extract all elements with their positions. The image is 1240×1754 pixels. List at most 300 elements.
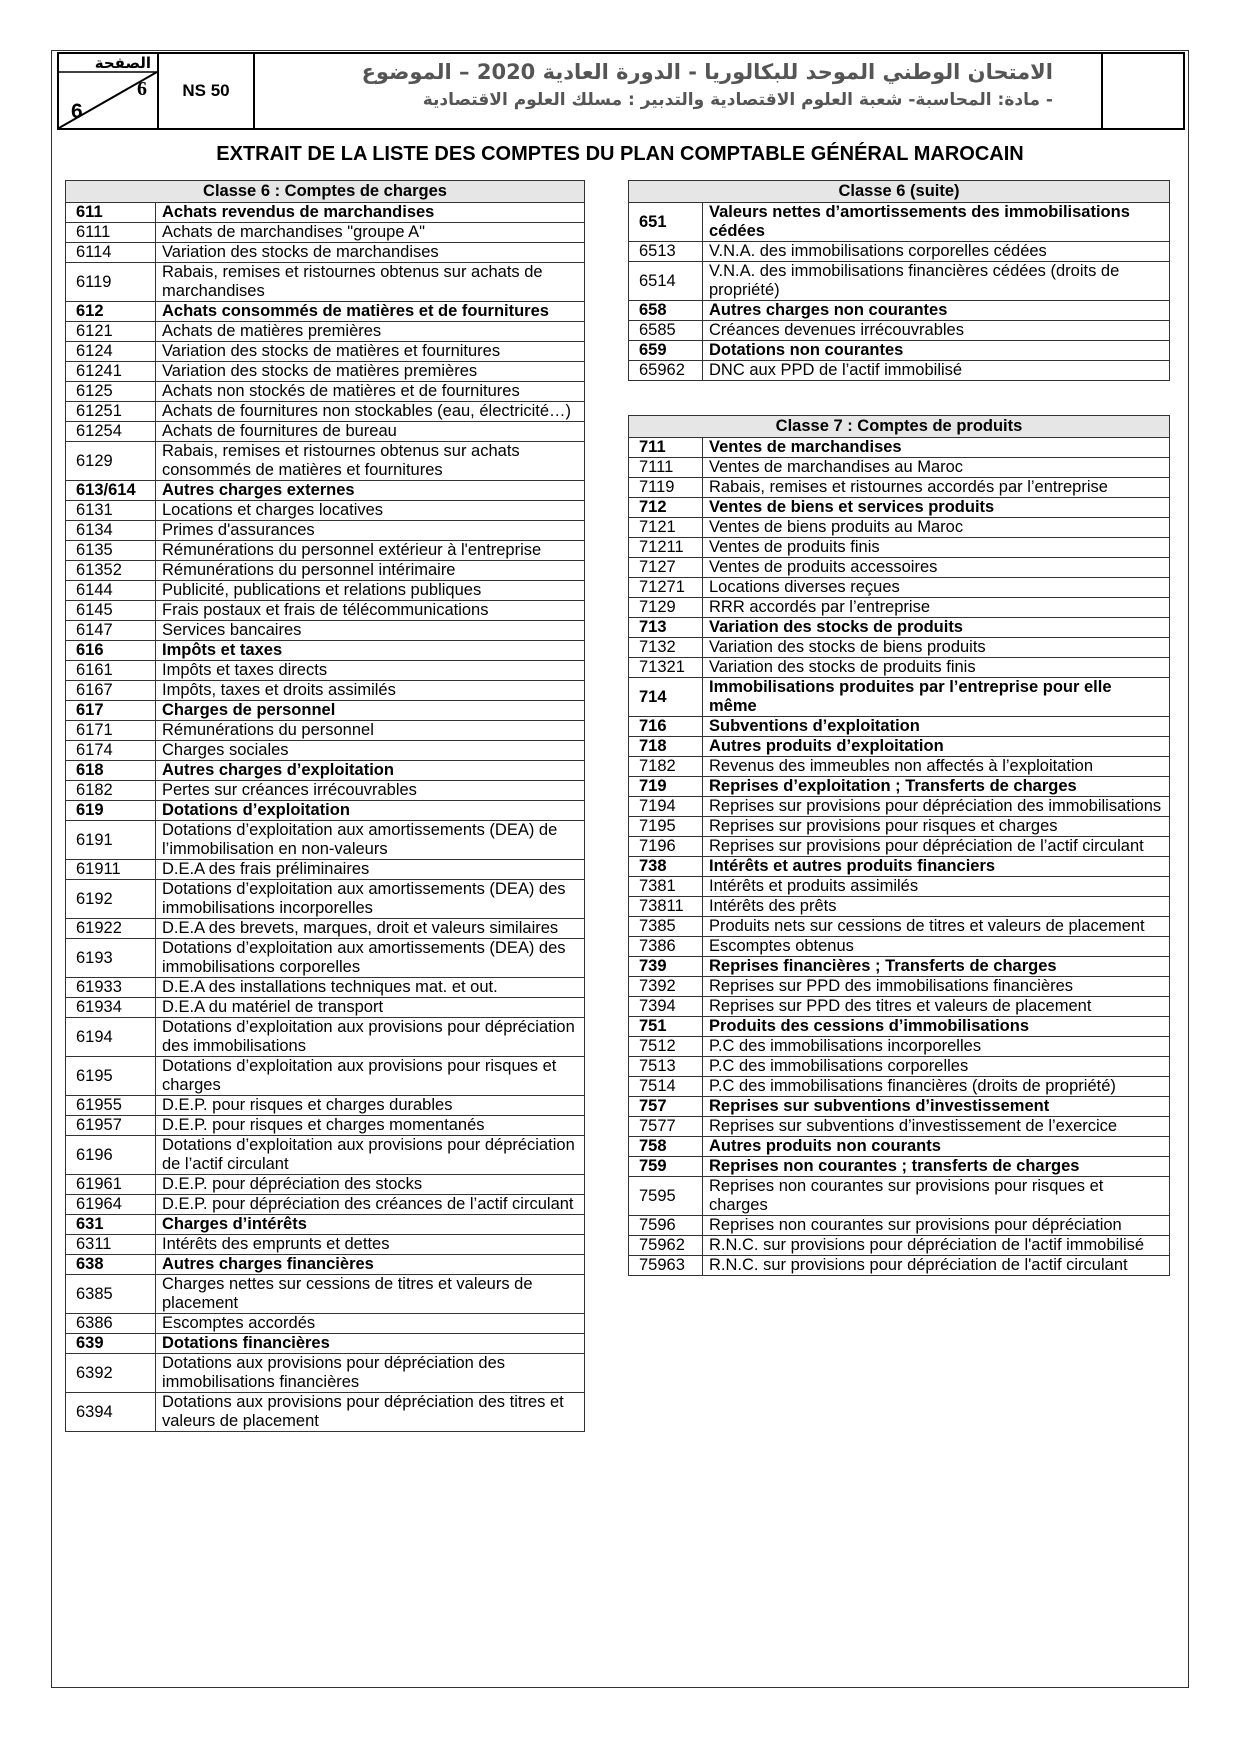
account-label: Autres charges d’exploitation (156, 761, 585, 781)
account-code: 6111 (66, 223, 156, 243)
account-label: D.E.P. pour dépréciation des stocks (156, 1175, 585, 1195)
account-label: Ventes de biens et services produits (703, 498, 1170, 518)
account-code: 61352 (66, 561, 156, 581)
account-code: 7121 (629, 518, 703, 538)
account-label: P.C des immobilisations incorporelles (703, 1037, 1170, 1057)
account-row (629, 558, 1170, 578)
account-code: 7127 (629, 558, 703, 578)
account-code: 716 (629, 717, 703, 737)
account-row (66, 978, 585, 998)
account-row (66, 701, 585, 721)
account-label: Reprises sur provisions pour dépréciation de l’actif circulant (703, 837, 1170, 857)
account-label: RRR accordés par l’entreprise (703, 598, 1170, 618)
account-label: Reprises sur subventions d’investissement (703, 1097, 1170, 1117)
account-label: D.E.A des frais préliminaires (156, 860, 585, 880)
account-row (629, 1037, 1170, 1057)
account-row (66, 601, 585, 621)
account-row (66, 362, 585, 382)
account-code: 7196 (629, 837, 703, 857)
account-row (66, 1235, 585, 1255)
account-row (66, 1116, 585, 1136)
account-row (629, 1017, 1170, 1037)
account-row (629, 777, 1170, 797)
account-code: 6135 (66, 541, 156, 561)
page-number: 6 (137, 78, 147, 100)
account-code: 751 (629, 1017, 703, 1037)
account-code: 7513 (629, 1057, 703, 1077)
account-code: 7111 (629, 458, 703, 478)
account-code: 6145 (66, 601, 156, 621)
account-row (66, 203, 585, 223)
account-row (629, 1077, 1170, 1097)
account-code: 619 (66, 801, 156, 821)
account-row (66, 322, 585, 342)
account-code: 6514 (629, 262, 703, 301)
exam-title-line1: الامتحان الوطني الموحد للبكالوريا - الدورة العادية 2020 – الموضوع (361, 60, 1053, 84)
account-code: 71321 (629, 658, 703, 678)
account-row (629, 598, 1170, 618)
account-row (629, 837, 1170, 857)
account-label: Produits des cessions d’immobilisations (703, 1017, 1170, 1037)
account-row (66, 422, 585, 442)
account-code: 757 (629, 1097, 703, 1117)
account-label: Achats de matières premières (156, 322, 585, 342)
table-class7-produits (628, 415, 1170, 1276)
account-code: 6121 (66, 322, 156, 342)
account-row (66, 1314, 585, 1334)
exam-title (255, 54, 1103, 128)
account-code: 758 (629, 1137, 703, 1157)
account-label: R.N.C. sur provisions pour dépréciation de l'actif immobilisé (703, 1236, 1170, 1256)
account-label: Charges sociales (156, 741, 585, 761)
account-label: Escomptes obtenus (703, 937, 1170, 957)
account-row (66, 541, 585, 561)
account-code: 61957 (66, 1116, 156, 1136)
account-code: 65962 (629, 361, 703, 381)
account-label: Variation des stocks de produits (703, 618, 1170, 638)
account-row (629, 1177, 1170, 1216)
account-row (629, 1117, 1170, 1137)
account-row (66, 681, 585, 701)
account-code: 617 (66, 701, 156, 721)
account-label: Rabais, remises et ristournes obtenus sur achats de marchandises (156, 263, 585, 302)
account-code: 61911 (66, 860, 156, 880)
account-label: D.E.A des installations techniques mat. et out. (156, 978, 585, 998)
account-code: 7392 (629, 977, 703, 997)
account-label: Autres charges externes (156, 481, 585, 501)
account-label: Locations et charges locatives (156, 501, 585, 521)
account-label: Intérêts des prêts (703, 897, 1170, 917)
account-row (629, 538, 1170, 558)
account-label: Ventes de marchandises (703, 438, 1170, 458)
account-label: Achats revendus de marchandises (156, 203, 585, 223)
account-label: Variation des stocks de biens produits (703, 638, 1170, 658)
account-label: Rémunérations du personnel (156, 721, 585, 741)
account-row (66, 801, 585, 821)
account-code: 6114 (66, 243, 156, 263)
account-row (629, 717, 1170, 737)
account-row (629, 877, 1170, 897)
account-code: 658 (629, 301, 703, 321)
account-label: Subventions d’exploitation (703, 717, 1170, 737)
table-class6-suite (628, 180, 1170, 381)
account-row (629, 937, 1170, 957)
account-label: Charges d’intérêts (156, 1215, 585, 1235)
account-row (66, 521, 585, 541)
account-row (629, 1137, 1170, 1157)
account-label: D.E.A du matériel de transport (156, 998, 585, 1018)
account-row (66, 243, 585, 263)
account-row (66, 342, 585, 362)
account-row (629, 478, 1170, 498)
account-code: 61955 (66, 1096, 156, 1116)
account-row (66, 621, 585, 641)
account-code: 714 (629, 678, 703, 717)
account-row (629, 658, 1170, 678)
account-code: 61922 (66, 919, 156, 939)
account-label: Reprises non courantes sur provisions pour risques et charges (703, 1177, 1170, 1216)
account-row (66, 1018, 585, 1057)
account-label: Ventes de marchandises au Maroc (703, 458, 1170, 478)
account-label: Variation des stocks de matières et fournitures (156, 342, 585, 362)
account-code: 7386 (629, 937, 703, 957)
account-label: Reprises d’exploitation ; Transferts de charges (703, 777, 1170, 797)
account-code: 61961 (66, 1175, 156, 1195)
account-label: Pertes sur créances irrécouvrables (156, 781, 585, 801)
account-row (66, 1195, 585, 1215)
account-row (629, 1256, 1170, 1276)
table-class6-charges (65, 180, 585, 1432)
account-label: D.E.P. pour risques et charges durables (156, 1096, 585, 1116)
account-code: 73811 (629, 897, 703, 917)
account-row (629, 301, 1170, 321)
account-label: Dotations d’exploitation aux provisions pour dépréciation des immobilisations (156, 1018, 585, 1057)
account-code: 6174 (66, 741, 156, 761)
table-header: Classe 6 (suite) (629, 181, 1170, 203)
account-label: Dotations financières (156, 1334, 585, 1354)
account-row (629, 242, 1170, 262)
account-code: 71211 (629, 538, 703, 558)
account-row (629, 1216, 1170, 1236)
account-code: 6147 (66, 621, 156, 641)
account-code: 711 (629, 438, 703, 458)
account-row (629, 638, 1170, 658)
account-label: Rémunérations du personnel intérimaire (156, 561, 585, 581)
account-row (66, 1354, 585, 1393)
account-code: 6129 (66, 442, 156, 481)
account-label: Impôts et taxes (156, 641, 585, 661)
account-code: 61251 (66, 402, 156, 422)
account-row (629, 1157, 1170, 1177)
account-label: Autres charges financières (156, 1255, 585, 1275)
account-code: 6119 (66, 263, 156, 302)
table-header: Classe 7 : Comptes de produits (629, 416, 1170, 438)
account-row (629, 817, 1170, 837)
account-code: 6144 (66, 581, 156, 601)
account-code: 7195 (629, 817, 703, 837)
account-code: 651 (629, 203, 703, 242)
account-label: Variation des stocks de matières premières (156, 362, 585, 382)
header-empty-cell (1103, 54, 1183, 128)
account-code: 6171 (66, 721, 156, 741)
account-label: Rabais, remises et ristournes accordés par l’entreprise (703, 478, 1170, 498)
account-code: 7596 (629, 1216, 703, 1236)
account-label: Variation des stocks de produits finis (703, 658, 1170, 678)
account-code: 7394 (629, 997, 703, 1017)
account-row (66, 1215, 585, 1235)
account-row (66, 1275, 585, 1314)
account-label: Créances devenues irrécouvrables (703, 321, 1170, 341)
account-label: Dotations non courantes (703, 341, 1170, 361)
account-code: 738 (629, 857, 703, 877)
account-label: V.N.A. des immobilisations financières cédées (droits de propriété) (703, 262, 1170, 301)
account-row (629, 977, 1170, 997)
account-row (629, 341, 1170, 361)
account-label: Intérêts et produits assimilés (703, 877, 1170, 897)
account-row (629, 458, 1170, 478)
account-row (629, 438, 1170, 458)
account-row (629, 1057, 1170, 1077)
account-code: 75962 (629, 1236, 703, 1256)
account-label: Dotations d’exploitation aux amortissements (DEA) de l’immobilisation en non-valeurs (156, 821, 585, 860)
account-code: 759 (629, 1157, 703, 1177)
account-label: DNC aux PPD de l’actif immobilisé (703, 361, 1170, 381)
account-code: 6386 (66, 1314, 156, 1334)
account-row (66, 661, 585, 681)
account-code: 719 (629, 777, 703, 797)
account-row (66, 761, 585, 781)
account-row (629, 917, 1170, 937)
page-title: EXTRAIT DE LA LISTE DES COMPTES DU PLAN COMPTABLE GÉNÉRAL MAROCAIN (216, 143, 1024, 165)
account-row (629, 262, 1170, 301)
account-label: Reprises sur PPD des immobilisations financières (703, 977, 1170, 997)
page-label: الصفحة (94, 55, 151, 72)
account-code: 6191 (66, 821, 156, 860)
account-row (66, 641, 585, 661)
account-row (66, 442, 585, 481)
account-label: Produits nets sur cessions de titres et valeurs de placement (703, 917, 1170, 937)
exam-header (57, 52, 1185, 130)
account-code: 639 (66, 1334, 156, 1354)
account-row (629, 957, 1170, 977)
account-code: 7381 (629, 877, 703, 897)
account-row (629, 321, 1170, 341)
account-code: 612 (66, 302, 156, 322)
account-code: 7194 (629, 797, 703, 817)
account-code: 6311 (66, 1235, 156, 1255)
account-row (629, 203, 1170, 242)
account-code: 6124 (66, 342, 156, 362)
account-label: Frais postaux et frais de télécommunications (156, 601, 585, 621)
account-code: 6134 (66, 521, 156, 541)
account-code: 712 (629, 498, 703, 518)
account-code: 6196 (66, 1136, 156, 1175)
account-label: Autres produits non courants (703, 1137, 1170, 1157)
account-row (66, 860, 585, 880)
account-row (629, 897, 1170, 917)
account-code: 7514 (629, 1077, 703, 1097)
account-code: 61964 (66, 1195, 156, 1215)
account-label: Reprises sur PPD des titres et valeurs de placement (703, 997, 1170, 1017)
account-code: 718 (629, 737, 703, 757)
account-code: 71271 (629, 578, 703, 598)
account-code: 7595 (629, 1177, 703, 1216)
account-label: Impôts et taxes directs (156, 661, 585, 681)
account-row (66, 302, 585, 322)
account-row (66, 1057, 585, 1096)
account-label: Reprises sur subventions d’investissement de l’exercice (703, 1117, 1170, 1137)
account-row (66, 1136, 585, 1175)
account-row (629, 618, 1170, 638)
account-row (66, 402, 585, 422)
account-label: Reprises non courantes sur provisions pour dépréciation (703, 1216, 1170, 1236)
account-label: P.C des immobilisations corporelles (703, 1057, 1170, 1077)
account-label: Primes d'assurances (156, 521, 585, 541)
account-label: Charges de personnel (156, 701, 585, 721)
table-header: Classe 6 : Comptes de charges (66, 181, 585, 203)
account-label: Achats non stockés de matières et de fournitures (156, 382, 585, 402)
account-label: Charges nettes sur cessions de titres et valeurs de placement (156, 1275, 585, 1314)
account-label: Rémunérations du personnel extérieur à l'entreprise (156, 541, 585, 561)
account-code: 659 (629, 341, 703, 361)
account-code: 7132 (629, 638, 703, 658)
account-label: V.N.A. des immobilisations corporelles cédées (703, 242, 1170, 262)
account-label: Ventes de produits finis (703, 538, 1170, 558)
account-code: 75963 (629, 1256, 703, 1276)
account-row (629, 498, 1170, 518)
account-code: 6125 (66, 382, 156, 402)
page-number-box (59, 54, 159, 128)
account-code: 638 (66, 1255, 156, 1275)
account-code: 611 (66, 203, 156, 223)
account-row (629, 361, 1170, 381)
account-code: 6194 (66, 1018, 156, 1057)
account-code: 6161 (66, 661, 156, 681)
account-row (66, 481, 585, 501)
account-label: Autres produits d’exploitation (703, 737, 1170, 757)
account-row (629, 997, 1170, 1017)
account-row (629, 797, 1170, 817)
account-row (66, 939, 585, 978)
account-label: Reprises sur provisions pour risques et charges (703, 817, 1170, 837)
account-code: 7119 (629, 478, 703, 498)
account-row (66, 998, 585, 1018)
account-code: 61933 (66, 978, 156, 998)
account-label: Impôts, taxes et droits assimilés (156, 681, 585, 701)
account-label: D.E.A des brevets, marques, droit et valeurs similaires (156, 919, 585, 939)
account-row (66, 1393, 585, 1432)
account-label: Dotations aux provisions pour dépréciation des immobilisations financières (156, 1354, 585, 1393)
account-label: Publicité, publications et relations publiques (156, 581, 585, 601)
account-label: Variation des stocks de marchandises (156, 243, 585, 263)
account-code: 6513 (629, 242, 703, 262)
account-code: 6195 (66, 1057, 156, 1096)
account-code: 6131 (66, 501, 156, 521)
account-label: Dotations d’exploitation aux provisions pour risques et charges (156, 1057, 585, 1096)
account-code: 6193 (66, 939, 156, 978)
account-row (66, 1255, 585, 1275)
account-row (629, 1097, 1170, 1117)
account-row (629, 518, 1170, 538)
account-label: Intérêts des emprunts et dettes (156, 1235, 585, 1255)
account-label: Reprises financières ; Transferts de charges (703, 957, 1170, 977)
account-label: Ventes de biens produits au Maroc (703, 518, 1170, 538)
account-row (66, 721, 585, 741)
account-code: 6182 (66, 781, 156, 801)
account-row (66, 741, 585, 761)
account-code: 713 (629, 618, 703, 638)
account-code: 6585 (629, 321, 703, 341)
account-label: Valeurs nettes d’amortissements des immobilisations cédées (703, 203, 1170, 242)
account-row (66, 919, 585, 939)
account-code: 6392 (66, 1354, 156, 1393)
account-code: 7577 (629, 1117, 703, 1137)
account-code: 7512 (629, 1037, 703, 1057)
account-label: Dotations d’exploitation (156, 801, 585, 821)
account-label: Revenus des immeubles non affectés à l’exploitation (703, 757, 1170, 777)
account-code: 739 (629, 957, 703, 977)
account-row (66, 821, 585, 860)
account-label: Reprises sur provisions pour dépréciation des immobilisations (703, 797, 1170, 817)
account-row (629, 578, 1170, 598)
account-code: 6385 (66, 1275, 156, 1314)
account-code: 7385 (629, 917, 703, 937)
account-label: Achats consommés de matières et de fournitures (156, 302, 585, 322)
account-row (66, 1334, 585, 1354)
account-row (629, 1236, 1170, 1256)
account-row (66, 1096, 585, 1116)
account-label: R.N.C. sur provisions pour dépréciation de l'actif circulant (703, 1256, 1170, 1276)
account-row (66, 561, 585, 581)
account-row (66, 263, 585, 302)
account-row (66, 382, 585, 402)
account-row (629, 757, 1170, 777)
account-label: Dotations d’exploitation aux provisions pour dépréciation de l’actif circulant (156, 1136, 585, 1175)
account-label: Ventes de produits accessoires (703, 558, 1170, 578)
account-row (66, 223, 585, 243)
account-label: Rabais, remises et ristournes obtenus sur achats consommés de matières et fournitures (156, 442, 585, 481)
account-code: 6394 (66, 1393, 156, 1432)
account-label: Achats de fournitures non stockables (eau, électricité…) (156, 402, 585, 422)
account-row (629, 857, 1170, 877)
account-row (629, 737, 1170, 757)
account-code: 7129 (629, 598, 703, 618)
account-row (66, 501, 585, 521)
account-code: 6192 (66, 880, 156, 919)
exam-title-line2: - مادة: المحاسبة- شعبة العلوم الاقتصادية والتدبير : مسلك العلوم الاقتصادية (422, 90, 1053, 110)
account-code: 61934 (66, 998, 156, 1018)
ns-code: NS 50 (159, 54, 255, 128)
account-label: Immobilisations produites par l’entreprise pour elle même (703, 678, 1170, 717)
account-row (66, 880, 585, 919)
account-label: D.E.P. pour risques et charges momentanés (156, 1116, 585, 1136)
account-code: 631 (66, 1215, 156, 1235)
account-row (629, 678, 1170, 717)
account-label: Achats de fournitures de bureau (156, 422, 585, 442)
account-label: Dotations d’exploitation aux amortissements (DEA) des immobilisations corporelles (156, 939, 585, 978)
account-code: 7182 (629, 757, 703, 777)
account-label: Autres charges non courantes (703, 301, 1170, 321)
account-code: 61254 (66, 422, 156, 442)
account-row (66, 1175, 585, 1195)
account-label: Services bancaires (156, 621, 585, 641)
account-label: D.E.P. pour dépréciation des créances de l’actif circulant (156, 1195, 585, 1215)
account-code: 61241 (66, 362, 156, 382)
account-label: Dotations aux provisions pour dépréciation des titres et valeurs de placement (156, 1393, 585, 1432)
account-code: 618 (66, 761, 156, 781)
account-code: 616 (66, 641, 156, 661)
account-row (66, 581, 585, 601)
